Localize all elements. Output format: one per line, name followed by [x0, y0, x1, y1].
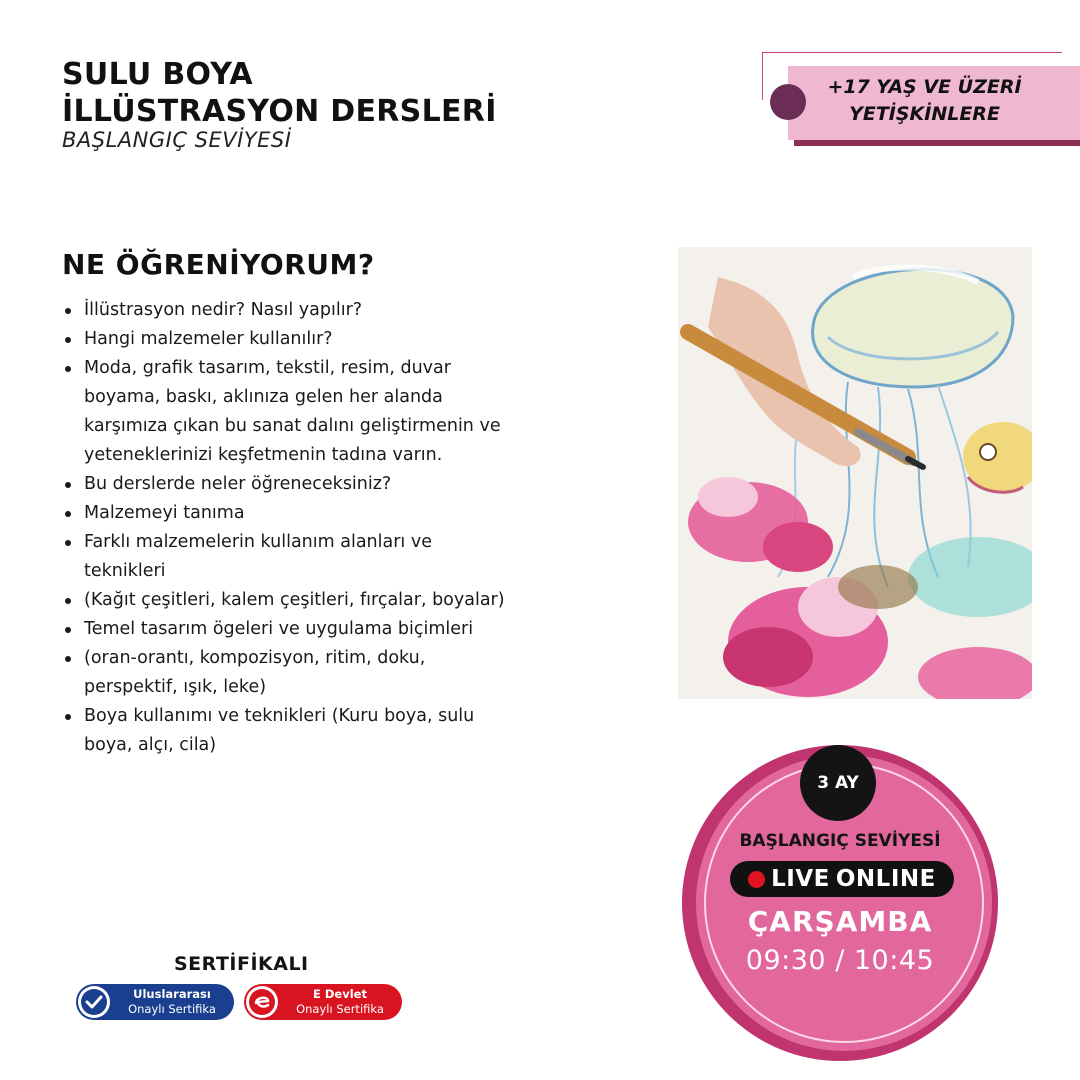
list-item: Hangi malzemeler kullanılır?	[62, 325, 512, 354]
schedule-badge	[682, 745, 998, 1061]
e-devlet-certificate-text	[284, 987, 396, 1017]
age-requirement-badge	[762, 52, 1080, 146]
intl-cert-line2: Onaylı Sertifika	[128, 1002, 216, 1016]
course-title-line2: İLLÜSTRASYON DERSLERİ	[62, 94, 497, 129]
list-item: Bu derslerde neler öğreneceksiniz?	[62, 470, 512, 499]
checkmark-icon	[78, 986, 110, 1018]
watercolor-painting-photo	[678, 247, 1032, 699]
age-badge-line1: +17 YAŞ VE ÜZERİ	[827, 76, 1022, 98]
duration-circle	[800, 745, 876, 821]
live-record-icon	[748, 871, 765, 888]
intl-cert-line1: Uluslararası	[133, 987, 211, 1001]
international-certificate-text	[116, 987, 228, 1017]
list-item: Malzemeyi tanıma	[62, 499, 512, 528]
list-item: Farklı malzemelerin kullanım alanları ve teknikleri	[62, 528, 512, 586]
day-label: ÇARŞAMBA	[747, 905, 933, 938]
e-devlet-logo-icon	[246, 986, 278, 1018]
course-title-line1: SULU BOYA	[62, 57, 253, 92]
learning-list	[62, 296, 512, 760]
course-title	[62, 56, 497, 130]
international-certificate-badge	[76, 984, 234, 1020]
course-level-subtitle: BAŞLANGIÇ SEVİYESİ	[62, 128, 292, 152]
online-label: ONLINE	[835, 866, 936, 892]
painting-illustration	[678, 247, 1032, 699]
list-item: (Kağıt çeşitleri, kalem çeşitleri, fırçalar, boyalar)	[62, 586, 512, 615]
edevlet-cert-line2: Onaylı Sertifika	[296, 1002, 384, 1016]
time-label: 09:30 / 10:45	[745, 945, 935, 976]
certificate-title: SERTİFİKALI	[174, 953, 309, 975]
live-label: LIVE	[771, 866, 830, 892]
duration-label: 3 AY	[817, 773, 859, 793]
list-item: Temel tasarım ögeleri ve uygulama biçimleri	[62, 615, 512, 644]
live-online-pill	[730, 861, 954, 897]
list-item: (oran-orantı, kompozisyon, ritim, doku, perspektif, ışık, leke)	[62, 644, 512, 702]
age-badge-text	[802, 74, 1047, 128]
section-heading: NE ÖĞRENİYORUM?	[62, 248, 375, 281]
list-item: İllüstrasyon nedir? Nasıl yapılır?	[62, 296, 512, 325]
age-badge-dot	[770, 84, 806, 120]
list-item: Boya kullanımı ve teknikleri (Kuru boya, sulu boya, alçı, cila)	[62, 702, 512, 760]
level-label: BAŞLANGIÇ SEVİYESİ	[739, 831, 941, 851]
list-item: Moda, grafik tasarım, tekstil, resim, duvar boyama, baskı, aklınıza gelen her alanda karşımıza çıkan bu sanat dalını geliştirmenin ve yeteneklerinizi keşfetmenin tadına varın.	[62, 354, 512, 470]
edevlet-cert-line1: E Devlet	[313, 987, 367, 1001]
e-devlet-certificate-badge	[244, 984, 402, 1020]
age-badge-line2: YETİŞKİNLERE	[849, 103, 1000, 125]
